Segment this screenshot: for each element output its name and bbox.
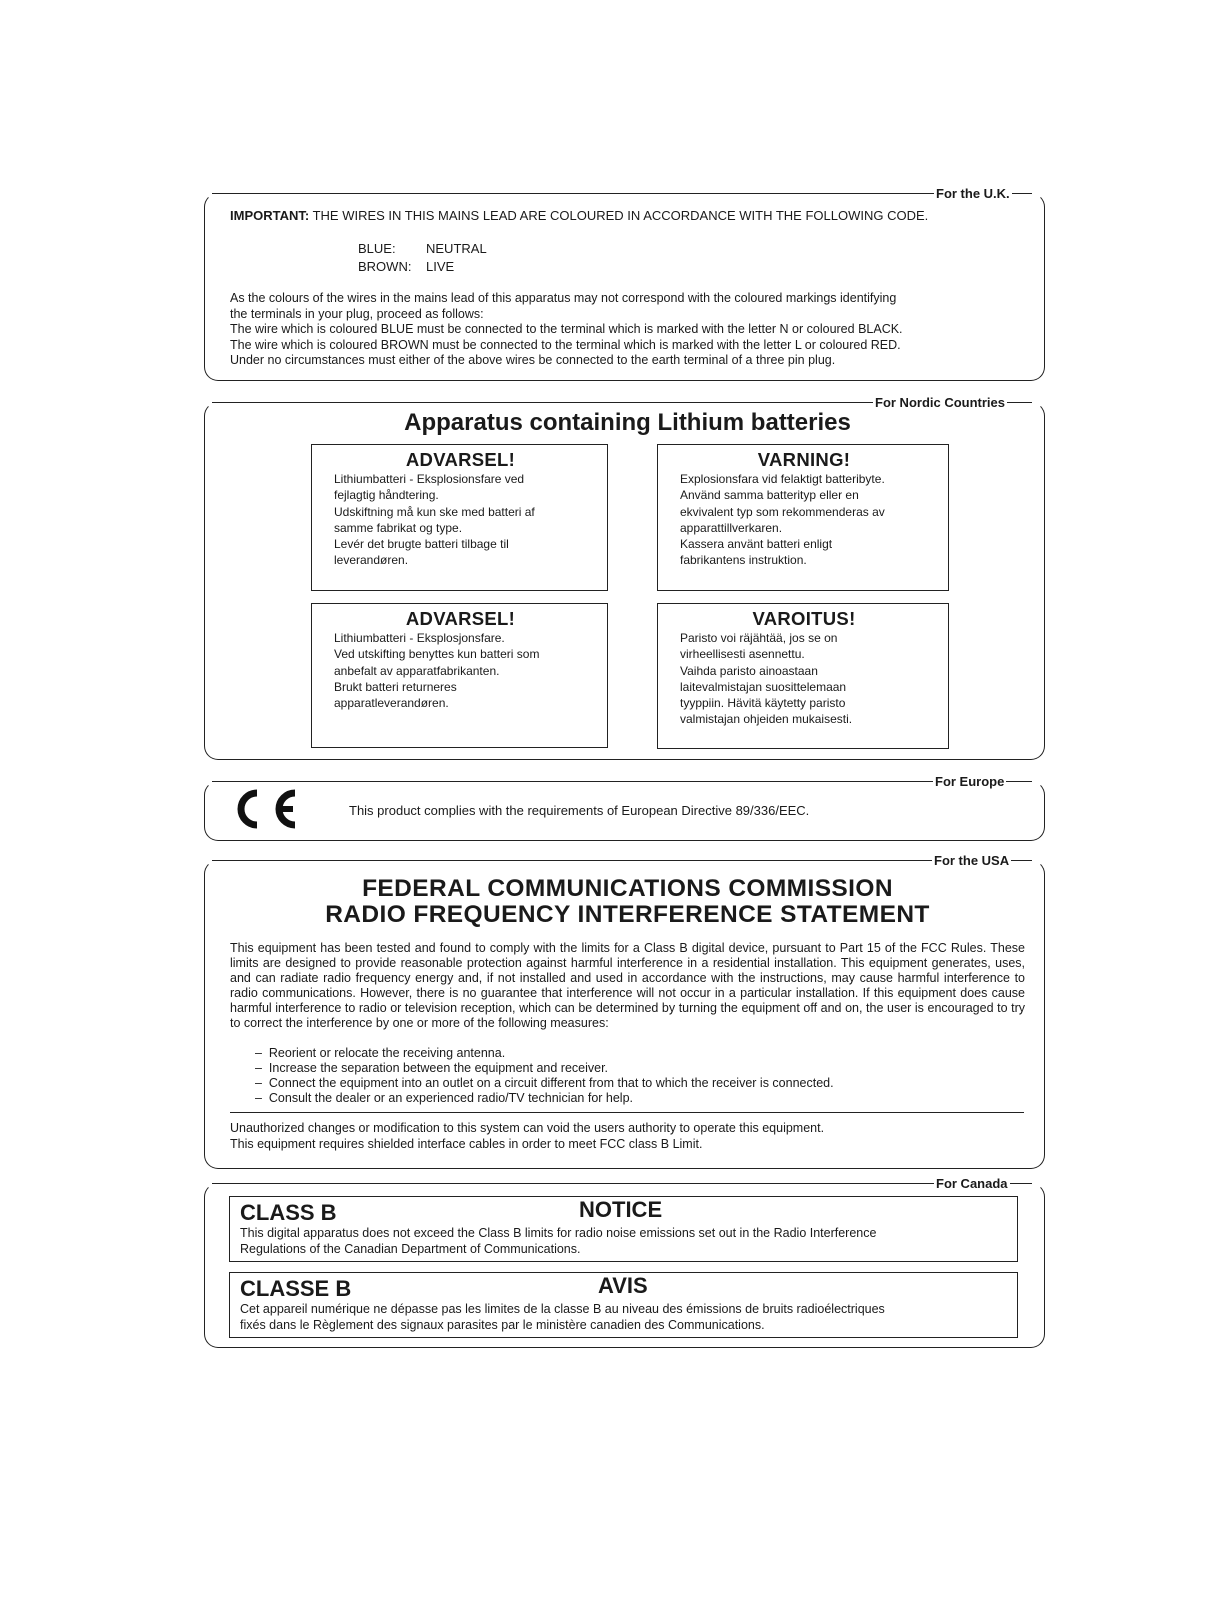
canada-line: Cet appareil numérique ne dépasse pas les limites de la classe B au niveau des émissions de bruits radioélectriques [240,1302,885,1316]
ce-mark [225,781,305,837]
uk-line: As the colours of the wires in the mains lead of this apparatus may not correspond with the coloured markings identifying [230,291,897,305]
canada-notice-en-body [240,1225,1007,1257]
canada-line: Regulations of the Canadian Department of Communications. [240,1242,581,1256]
warning-heading: ADVARSEL! [405,449,516,470]
nordic-tag: For Nordic Countries [875,395,1006,410]
nordic-title: Apparatus containing Lithium batteries [404,409,851,436]
uk-code-brown [358,259,454,275]
europe-tag: For Europe [935,774,1005,789]
uk-line: The wire which is coloured BLUE must be connected to the terminal which is marked with the letter N or coloured BLACK. [230,322,903,336]
fcc-footer [230,1121,824,1152]
canada-tag: For Canada [936,1176,1008,1191]
fcc-bullet-text: Increase the separation between the equipment and receiver. [268,1061,609,1075]
fcc-footer-line: This equipment requires shielded interface cables in order to meet FCC class B Limit. [230,1136,703,1151]
canada-notice-fr [229,1272,1018,1338]
warning-line: tyyppiin. Hävitä käytetty paristo [680,696,846,711]
fcc-title-line2: RADIO FREQUENCY INTERFERENCE STATEMENT [325,901,930,928]
uk-top-rule [212,193,1032,194]
warning-heading: VAROITUS! [752,608,856,629]
fcc-bullet-text: Consult the dealer or an experienced radio/TV technician for help. [268,1091,634,1105]
uk-code-blue [358,241,487,257]
warning-box-swedish [657,444,949,591]
uk-code-color: BROWN: [358,259,412,274]
warning-line: Brukt batteri returneres [334,679,457,694]
usa-top-rule [212,860,1032,861]
warning-line: Explosionsfara vid felaktigt batteribyte. [680,472,885,486]
canada-notice-en [229,1196,1018,1262]
fcc-bullet: – Connect the equipment into an outlet on a circuit different from that to which the receiver is connected. [255,1076,834,1090]
warning-line: fabrikantens instruktion. [680,553,807,568]
warning-line: valmistajan ohjeiden mukaisesti. [680,712,853,727]
warning-line: Vaihda paristo ainoastaan [680,663,818,678]
notice-label: NOTICE [579,1197,663,1222]
europe-text: This product complies with the requirements of European Directive 89/336/EEC. [349,803,810,818]
uk-line: the terminals in your plug, proceed as follows: [230,306,484,321]
warning-line: leverandøren. [334,553,409,568]
fcc-divider [230,1112,1024,1113]
warning-line: Kassera använt batteri enligt [680,537,833,552]
uk-line: Under no circumstances must either of the above wires be connected to the earth terminal of a three pin plug. [230,353,836,367]
warning-line: Ved utskifting benyttes kun batteri som [334,647,540,662]
usa-tag: For the USA [934,853,1010,868]
warning-line: Lithiumbatteri - Eksplosjonsfare. [334,631,505,645]
warning-line: Lithiumbatteri - Eksplosionsfare ved [334,472,525,486]
uk-code-color: BLUE: [358,241,396,256]
uk-tag: For the U.K. [936,186,1010,201]
canada-line: fixés dans le Règlement des signaux parasites par le ministère canadien des Communications. [240,1318,765,1332]
uk-code-meaning: NEUTRAL [426,241,487,256]
canada-top-rule [212,1183,1032,1184]
canada-line: This digital apparatus does not exceed the Class B limits for radio noise emissions set out in the Radio Interference [240,1226,877,1240]
warning-box-danish [311,444,608,591]
fcc-bullet: – Consult the dealer or an experienced radio/TV technician for help. [255,1091,634,1105]
warning-line: apparatleverandøren. [334,696,449,711]
warning-line: fejlagtig håndtering. [334,488,439,503]
warning-box-norwegian [311,603,608,748]
ce-mark-icon [225,781,305,837]
uk-code-meaning: LIVE [426,259,455,274]
uk-instructions [230,291,903,369]
fcc-bullet: – Reorient or relocate the receiving antenna. [255,1046,506,1060]
fcc-footer-line: Unauthorized changes or modification to this system can void the users authority to operate this equipment. [230,1121,825,1135]
warning-heading: ADVARSEL! [405,608,516,629]
class-b-label: CLASS B [240,1200,337,1225]
warning-line: virheellisesti asennettu. [680,647,805,662]
fcc-title-line1: FEDERAL COMMUNICATIONS COMMISSION [362,875,893,902]
fcc-bullet-text: Connect the equipment into an outlet on a circuit different from that to which the receiver is connected. [268,1076,834,1090]
europe-top-rule [212,781,1032,782]
warning-line: laitevalmistajan suosittelemaan [680,679,847,694]
uk-important-text: THE WIRES IN THIS MAINS LEAD ARE COLOURED IN ACCORDANCE WITH THE FOLLOWING CODE. [312,208,929,223]
uk-important [230,208,928,224]
warning-line: Använd samma batterityp eller en [680,488,859,503]
warning-heading: VARNING! [757,449,851,470]
fcc-bullet-text: Reorient or relocate the receiving antenna. [268,1046,506,1060]
warning-line: Levér det brugte batteri tilbage til [334,537,509,552]
fcc-body: This equipment has been tested and found to comply with the limits for a Class B digital device, pursuant to Part 15 of the FCC Rules. These limits are designed to provide reasonable protection against harmful interference in a residential installation. This equipment generates, uses, and can radiate radio frequency energy and, if not installed and used in accordance with the instructions, may cause harmful interference to radio communications. However, there is no guarantee that interference will not occur in a particular installation. If this equipment does cause harmful interference to radio or television reception, which can be determined by turning the equipment off and on, the user is encouraged to try to correct the interference by one or more of the following measures: [230,941,1025,1030]
avis-label: AVIS [598,1273,648,1298]
warning-line: Udskiftning må kun ske med batteri af [334,504,535,519]
warning-line: samme fabrikat og type. [334,520,463,535]
warning-box-finnish [657,603,949,749]
warning-line: apparattillverkaren. [680,520,783,535]
warning-line: Paristo voi räjähtää, jos se on [680,631,838,645]
warning-line: anbefalt av apparatfabrikanten. [334,663,500,678]
classe-b-label: CLASSE B [240,1276,352,1301]
fcc-bullet: – Increase the separation between the equipment and receiver. [255,1061,609,1075]
uk-line: The wire which is coloured BROWN must be connected to the terminal which is marked with the letter L or coloured RED. [230,337,901,352]
canada-notice-fr-body [240,1301,1007,1333]
warning-line: ekvivalent typ som rekommenderas av [680,504,885,519]
uk-important-label: IMPORTANT: [230,208,310,223]
